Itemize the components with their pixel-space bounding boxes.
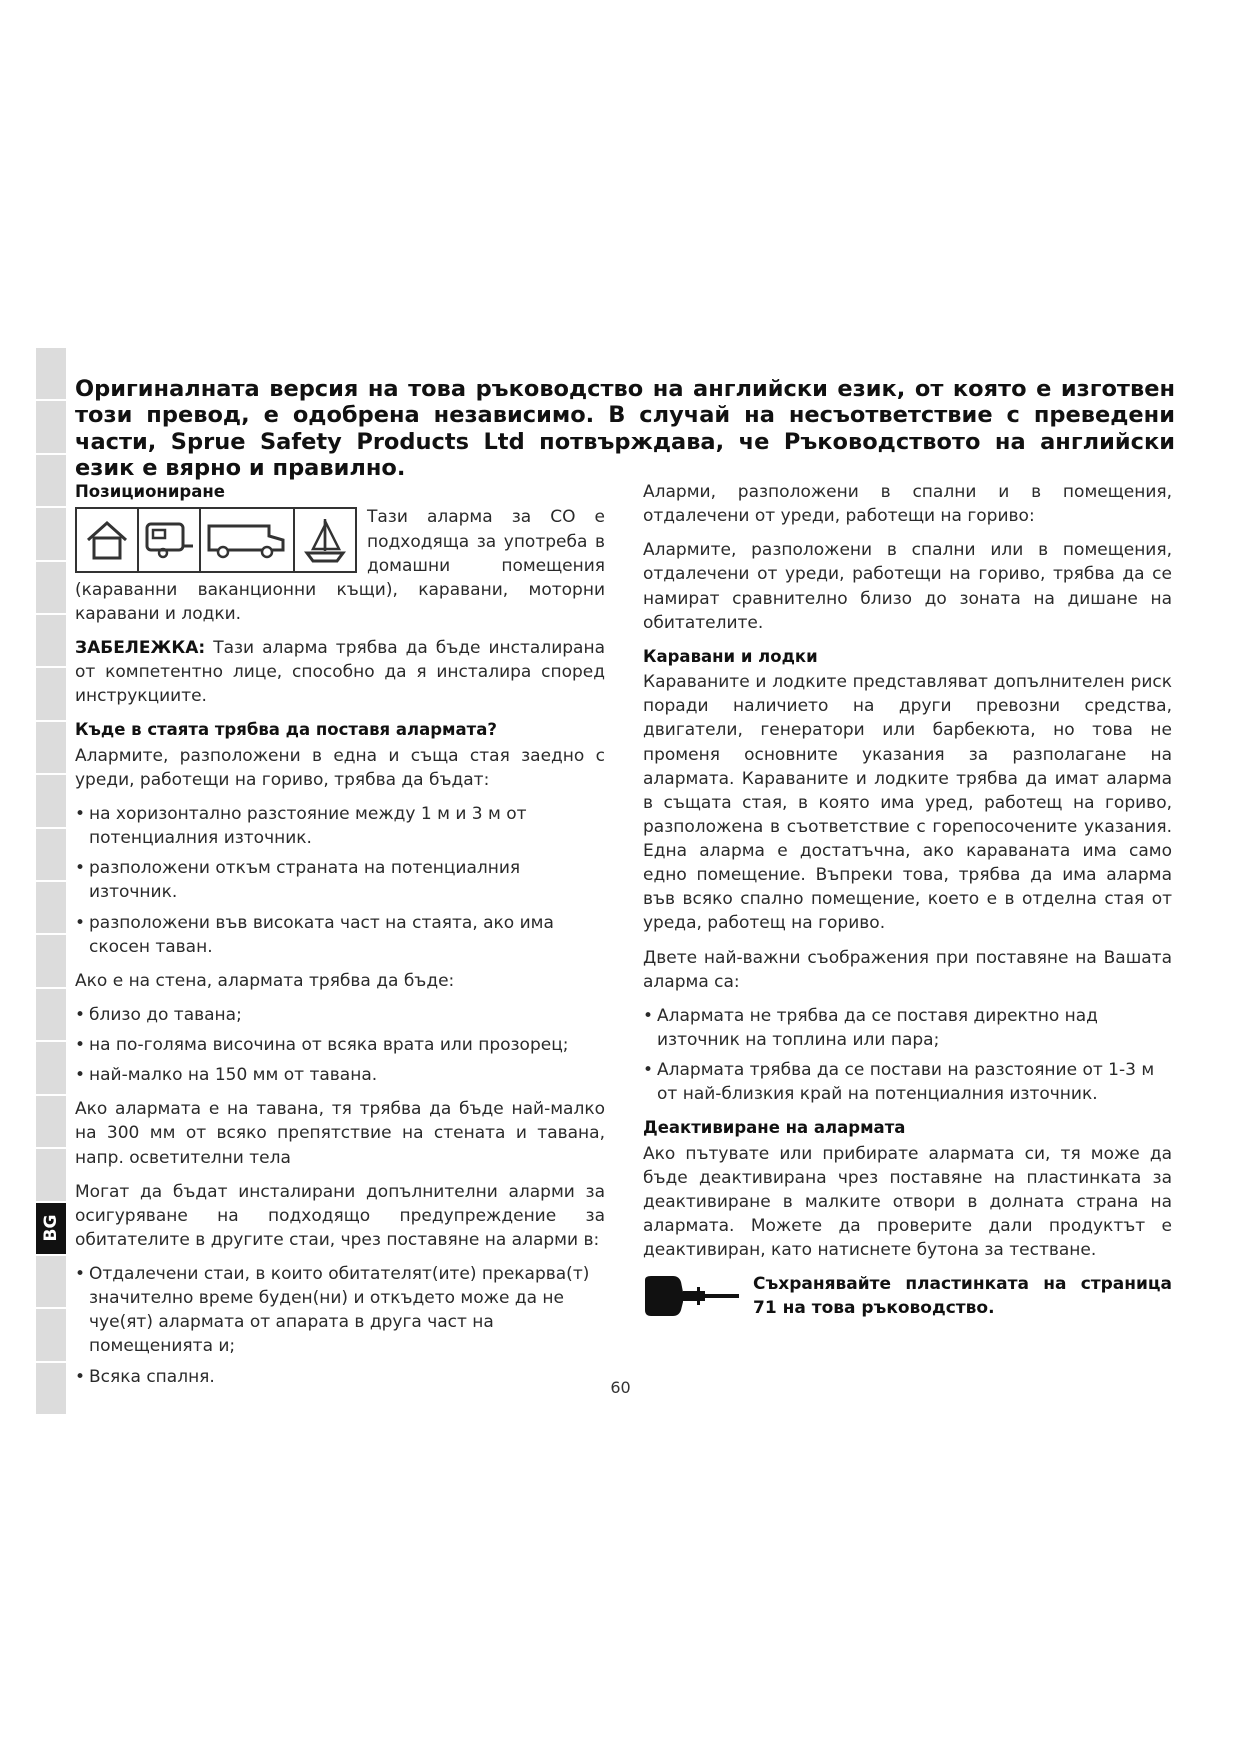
caravan-icon xyxy=(139,509,201,571)
usage-icons xyxy=(75,507,357,573)
language-tab xyxy=(36,615,66,668)
caravans-text: Караваните и лодките представляват допълнителен риск поради наличието на други превозни средства, двигатели, генератори или барбекюта, но това не променя основните указания за разполагане на алармата. Караваните и лодките трябва да имат аларма в същата стая, в която има уред, работещ на гориво, разположена в съответствие с горепосочените указания. Една аларма е достатъчна, ако караваната има само едно помещение. Въпреки това, трябва да има аларма във всяко спално помещение, което е в отделна стая от уреда, работещ на гориво. xyxy=(643,672,1172,934)
additional-text: Могат да бъдат инсталирани допълнителни аларми за осигуряване на подходящо предупреждение за обитателите в другите стаи, чрез поставяне на аларми в: xyxy=(75,1181,605,1250)
language-tab xyxy=(36,882,66,935)
wall-intro: Ако е на стена, алармата трябва да бъде: xyxy=(75,970,455,991)
bedrooms-text: Алармите, разположени в спални или в помещения, отдалечени от уреди, работещи на гориво, трябва да се намират сравнително близо до зоната на дишане на обитателите. xyxy=(643,540,1172,633)
language-tabs xyxy=(36,348,66,1416)
language-tab xyxy=(36,722,66,775)
note-text: Тази аларма трябва да бъде инсталирана от компетентно лице, способно да я инсталира според инструкциите. xyxy=(75,638,605,707)
list-item: • на хоризонтално разстояние между 1 м и 3 м от потенциалния източник. xyxy=(75,802,605,850)
page-heading: Оригиналната версия на това ръководство на английски език, от която е изготвен този превод, е одобрена независимо. В случай на несъответствие с преведени части, Sprue Safety Products Ltd потвърждава, че Ръководството на английски език е вярно и правилно. xyxy=(75,376,1175,481)
language-tab xyxy=(36,1256,66,1309)
list-item: • Алармата трябва да се постави на разстояние от 1-3 м от най-близкия край на потенциалния източник. xyxy=(643,1058,1172,1106)
language-tab xyxy=(36,1042,66,1095)
house-icon xyxy=(77,509,139,571)
where-intro: Алармите, разположени в една и съща стая заедно с уреди, работещи на гориво, трябва да бъдат: xyxy=(75,745,605,790)
boat-icon xyxy=(295,509,355,571)
list-item: • Алармата не трябва да се поставя директно над източник на топлина или пара; xyxy=(643,1004,1172,1052)
installation-note xyxy=(75,636,605,708)
left-column xyxy=(75,480,605,1399)
deactivation-text: Ако пътувате или прибирате алармата си, тя може да бъде деактивирана чрез поставяне на пластинката за деактивиране в малките отвори в долната страна на алармата. Можете да проверите дали продуктът е деактивиран, като натиснете бутона за тестване. xyxy=(643,1143,1172,1261)
deactivation-tab-icon xyxy=(643,1274,743,1318)
language-tab xyxy=(36,668,66,721)
list-item: • Отдалечени стаи, в които обитателят(ите) прекарва(т) значително време буден(ни) и откъдето може да не чуе(ят) алармата от апарата в друга част на помещенията и; xyxy=(75,1262,605,1359)
caravans-title: Каравани и лодки xyxy=(643,646,818,666)
language-tab xyxy=(36,1309,66,1362)
language-tab xyxy=(36,401,66,454)
additional-list xyxy=(75,1262,605,1389)
language-tab-bg xyxy=(36,1203,66,1256)
list-item: • на по-голяма височина от всяка врата или прозорец; xyxy=(75,1033,605,1057)
deactivation-title: Деактивиране на алармата xyxy=(643,1118,906,1138)
tip-text: Съхранявайте пластинката на страница 71 на това ръководство. xyxy=(753,1274,1172,1319)
wall-list xyxy=(75,1003,605,1087)
language-tab xyxy=(36,455,66,508)
language-tab xyxy=(36,1149,66,1202)
motorhome-icon xyxy=(201,509,295,571)
language-tab xyxy=(36,829,66,882)
bedrooms-intro: Аларми, разположени в спални и в помещения, отдалечени от уреди, работещи на гориво: xyxy=(643,482,1172,527)
note-label: ЗАБЕЛЕЖКА: xyxy=(75,638,206,659)
language-tab xyxy=(36,935,66,988)
list-item: • разположени откъм страната на потенциалния източник. xyxy=(75,856,605,904)
considerations-list xyxy=(643,1004,1172,1107)
language-tab xyxy=(36,348,66,401)
list-item: • разположени във високата част на стаята, ако има скосен таван. xyxy=(75,911,605,959)
considerations-intro: Двете най-важни съображения при поставяне на Вашата аларма са: xyxy=(643,947,1172,992)
where-title: Къде в стаята трябва да поставя алармата? xyxy=(75,720,497,740)
positioning-text: Тази аларма за CO е подходяща за употреба в домашни помещения (караванни ваканционни къщи), каравани, моторни каравани и лодки. xyxy=(75,507,605,624)
language-tab xyxy=(36,508,66,561)
language-tab xyxy=(36,562,66,615)
page-number: 60 xyxy=(610,1378,631,1397)
where-list xyxy=(75,802,605,959)
language-tab xyxy=(36,775,66,828)
list-item: • Всяка спалня. xyxy=(75,1365,605,1389)
list-item: • най-малко на 150 мм от тавана. xyxy=(75,1063,605,1087)
right-column xyxy=(643,480,1172,1321)
positioning-title: Позициониране xyxy=(75,482,225,501)
ceiling-text: Ако алармата е на тавана, тя трябва да бъде най-малко на 300 мм от всяко препятствие на стената и тавана, напр. осветителни тела xyxy=(75,1099,605,1168)
storage-tip xyxy=(643,1272,1172,1320)
list-item: • близо до тавана; xyxy=(75,1003,605,1027)
language-tab-label: BG xyxy=(41,1214,61,1242)
language-tab xyxy=(36,1096,66,1149)
language-tab xyxy=(36,989,66,1042)
positioning-block xyxy=(75,505,605,636)
